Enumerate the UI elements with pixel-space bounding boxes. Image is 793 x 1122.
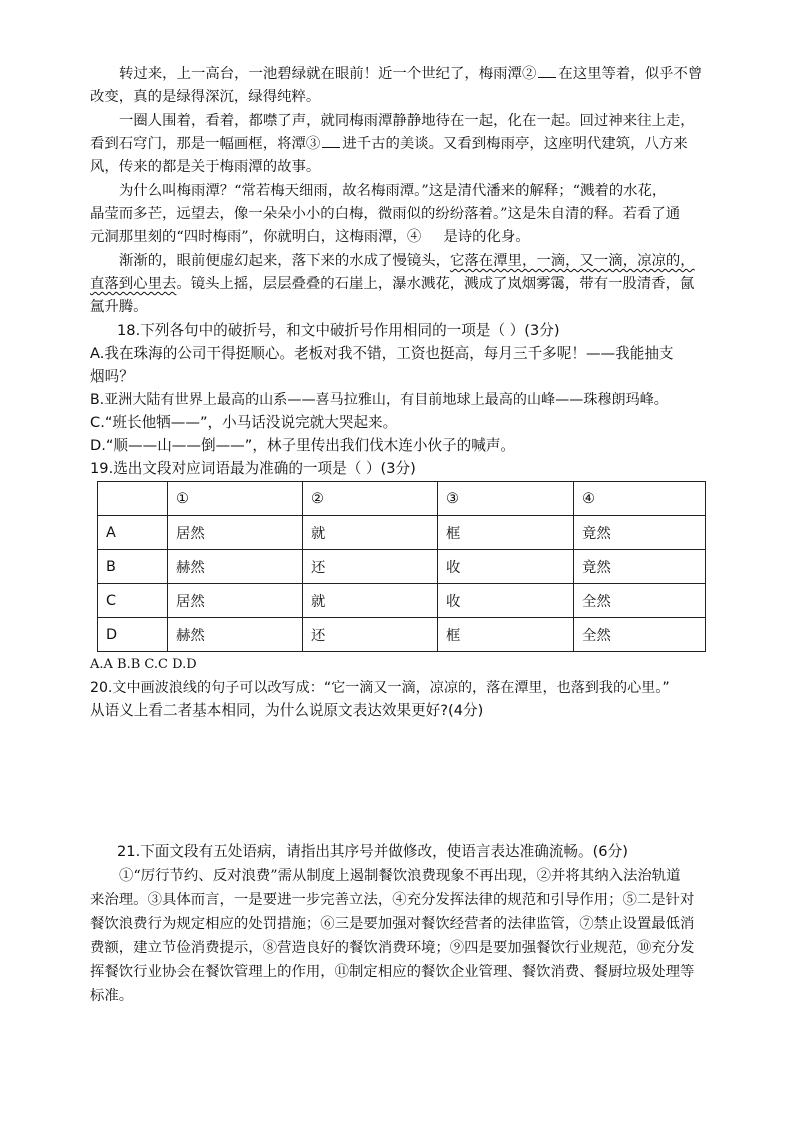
passage-text: 进千古的美谈。又看到梅雨亭，这座明代建筑，八方来 — [342, 136, 688, 152]
passage-line — [90, 63, 735, 85]
passage-text: 一圈人围着，看着，都噤了声，就同梅雨潭静静地待在一起，化在一起。回过神来往上走， — [119, 113, 695, 129]
table-row — [98, 516, 706, 550]
table-cell: 就 — [303, 516, 438, 550]
blank-2 — [538, 63, 556, 78]
passage-line: 氲升腾。 — [90, 299, 148, 315]
table-cell: 全然 — [574, 618, 706, 652]
passage-line — [90, 226, 735, 248]
table-cell: 就 — [303, 584, 438, 618]
question-20-stem-cont: 从语义上看二者基本相同，为什么说原文表达效果更好?(4分) — [90, 702, 484, 719]
q18-option-a-cont: 烟吗？ — [90, 368, 134, 385]
table-cell: 竟然 — [574, 550, 706, 584]
table-cell: D — [98, 618, 168, 652]
table-cell — [98, 482, 168, 516]
table-header-row — [98, 482, 706, 516]
wavy-underlined-sentence: 它落在潭里，一滴，又一滴，凉凉的， — [450, 253, 695, 269]
table-cell: ③ — [438, 482, 574, 516]
table-cell: ② — [303, 482, 438, 516]
passage-text: 是诗的化身。 — [443, 229, 530, 245]
passage-text: 看到石穹门，那是一幅画框，将潭③ — [90, 136, 321, 152]
q18-option-d: D.“顺——山——倒——”，林子里传出我们伐木连小伙子的喊声。 — [90, 437, 516, 454]
table-cell: 收 — [438, 584, 574, 618]
table-cell: 居然 — [168, 516, 303, 550]
table-cell: 框 — [438, 618, 574, 652]
q19-answer-choices: A.A B.B C.C D.D — [90, 657, 197, 672]
table-cell: A — [98, 516, 168, 550]
table-row — [98, 550, 706, 584]
wavy-underlined-sentence: 直落到心里去 — [90, 276, 177, 292]
passage-line: 改变，真的是绿得深沉，绿得纯粹。 — [90, 89, 321, 105]
table-cell: 收 — [438, 550, 574, 584]
table-cell: 框 — [438, 516, 574, 550]
table-cell: 赫然 — [168, 550, 303, 584]
passage-text: 为什么叫梅雨潭？“常若梅天细雨，故名梅雨潭。”这是清代潘来的解释；“溅着的水花， — [119, 183, 667, 199]
table-cell: B — [98, 550, 168, 584]
question-20-stem: 20.文中画波浪线的句子可以改写成：“它一滴又一滴，凉凉的，落在潭里，也落到我的心里。” — [90, 680, 670, 696]
q21-text-line: 来治理。③具体而言，一是要进一步完善立法，④充分发挥法律的规范和引导作用；⑤二是针对 — [90, 892, 695, 908]
q21-text-line: 费额，建立节俭消费提示，⑧营造良好的餐饮消费环境；⑨四是要加强餐饮行业规范，⑩充分发 — [90, 940, 695, 956]
table-cell: ④ — [574, 482, 706, 516]
table-cell: 还 — [303, 618, 438, 652]
table-cell: 全然 — [574, 584, 706, 618]
table-cell: C — [98, 584, 168, 618]
passage-text: 在这里等着，似乎不曾 — [558, 66, 703, 82]
q21-text-line: 标准。 — [90, 988, 134, 1004]
table-cell: 还 — [303, 550, 438, 584]
question-18-stem: 18.下列各句中的破折号，和文中破折号作用相同的一项是（ ）(3分) — [117, 322, 560, 339]
q21-text-line — [90, 865, 735, 887]
passage-line — [90, 133, 735, 155]
passage-line — [90, 273, 735, 295]
q21-text-line: 餐饮浪费行为规定相应的处罚措施；⑥三是要加强对餐饮经营者的法律监管，⑦禁止设置最低消 — [90, 916, 695, 932]
table-cell: 竟然 — [574, 516, 706, 550]
passage-text: 元洞那里刻的“四时梅雨”，你就明白，这梅雨潭，④ — [90, 229, 422, 245]
passage-text: 渐渐的，眼前便虚幻起来，落下来的水成了慢镜头， — [119, 253, 450, 269]
question-19-stem: 19.选出文段对应词语最为准确的一项是（ ）(3分) — [90, 460, 416, 477]
table-row — [98, 584, 706, 618]
q18-option-b: B.亚洲大陆有世界上最高的山系——喜马拉雅山，有目前地球上最高的山峰——珠穆朗玛峰。 — [90, 392, 668, 408]
q21-text: ①“厉行节约、反对浪费”需从制度上遏制餐饮浪费现象不再出现，②并将其纳入法治轨道 — [119, 868, 681, 884]
q18-option-a: A.我在珠海的公司干得挺顺心。老板对我不错，工资也挺高，每月三千多呢！——我能抽支 — [90, 345, 674, 362]
passage-line — [90, 180, 735, 202]
table-row — [98, 618, 706, 652]
passage-text: 。镜头上摇，层层叠叠的石崖上，瀑水溅花，溅成了岚烟雾霭，带有一股清香，氤 — [176, 276, 695, 292]
table-cell: ① — [168, 482, 303, 516]
q21-text-line: 挥餐饮行业协会在餐饮管理上的作用，⑪制定相应的餐饮企业管理、餐饮消费、餐厨垃圾处理等 — [90, 964, 695, 980]
question-21-stem: 21.下面文段有五处语病，请指出其序号并做修改，使语言表达准确流畅。(6分) — [117, 843, 628, 860]
table-cell: 居然 — [168, 584, 303, 618]
passage-line: 晶莹而多芒，远望去，像一朵朵小小的白梅，微雨似的纷纷落着。”这是朱自清的释。若看了通 — [90, 206, 681, 222]
q18-option-c: C.“班长他牺——”，小马话没说完就大哭起来。 — [90, 414, 398, 431]
passage-line — [90, 250, 735, 272]
passage-line: 风，传来的都是关于梅雨潭的故事。 — [90, 159, 321, 175]
q19-options-table — [97, 481, 706, 652]
table-cell: 赫然 — [168, 618, 303, 652]
passage-line — [90, 110, 735, 132]
passage-text: 转过来，上一高台，一池碧绿就在眼前！近一个世纪了，梅雨潭② — [119, 66, 537, 82]
blank-3 — [322, 133, 340, 148]
